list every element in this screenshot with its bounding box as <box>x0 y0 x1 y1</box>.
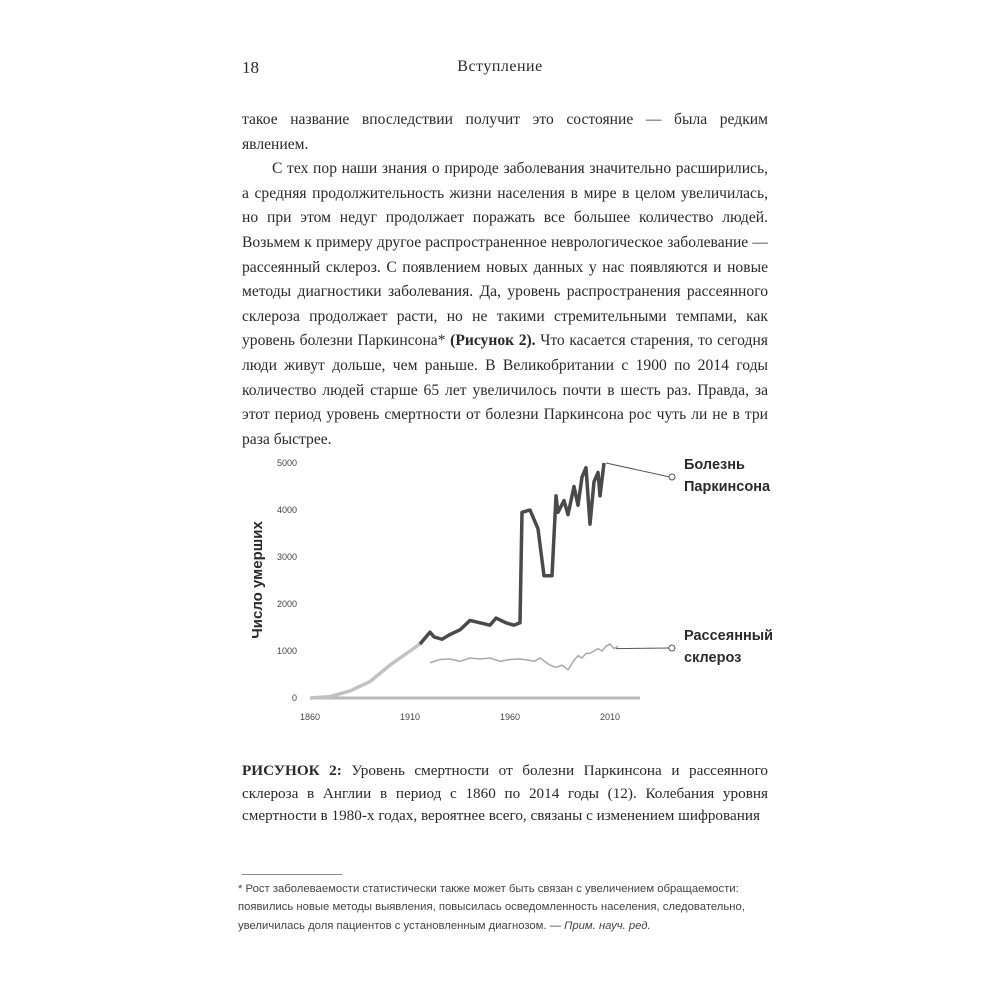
caption-text: Уровень смертности от болезни Паркинсона и рассеянного склероза в Англии в период с 1860 по 2014 годы (12). Колебания уровня смертности в 1980-х годах, вероятнее всего, связаны с изменением шифрования <box>242 762 769 824</box>
footnote-editor-note: Прим. науч. ред. <box>564 919 651 932</box>
parkinson-legend-label: Болезнь <box>684 457 745 473</box>
parkinson-legend-label: Паркинсона <box>684 479 771 495</box>
multiple-sclerosis-line <box>430 644 618 670</box>
parkinson-early-line <box>310 632 430 698</box>
caption-label: РИСУНОК 2: <box>242 762 342 779</box>
figure-reference: (Рисунок 2). <box>450 332 536 350</box>
x-tick-label: 1960 <box>499 712 521 722</box>
footnote <box>238 880 768 935</box>
x-tick-label: 1860 <box>299 712 321 722</box>
page-number: 18 <box>242 58 259 77</box>
parkinson-leader-dot <box>669 474 675 480</box>
chart-ticks <box>277 458 620 722</box>
paragraph-1: такое название впоследствии получит это состояние — была редким явлением. <box>242 111 768 153</box>
paragraph-2-start: С тех пор наши знания о природе заболевания значительно расширились, а средняя продолжительность жизни населения в мире в целом увеличилась, но при этом недуг продолжает поражать все большее количество людей. Возьмем к примеру другое распространенное неврологическое заболевание — рассеянный склероз. С появлением новых данных у нас появляются и новые методы диагностики заболевания. Да, уровень распространения рассеянного склероза продолжает расти, но не такими стремительными темпами, как уровень болезни Паркинсона* <box>242 160 768 350</box>
parkinson-line <box>420 463 604 644</box>
footnote-text: * Рост заболеваемости статистически также может быть связан с увеличением обращаемости: появились новые методы выявления, повысилась осведомленность населения, следовательно, увеличилась доля пациентов с установленным диагнозом. — <box>238 883 745 932</box>
y-tick-label: 4000 <box>276 505 297 515</box>
multiple-sclerosis-legend-label: склероз <box>684 650 742 666</box>
y-tick-label: 0 <box>291 693 297 703</box>
y-axis-label: Число умерших <box>249 521 266 639</box>
mortality-chart <box>0 440 1000 740</box>
multiple-sclerosis-legend-label: Рассеянный <box>684 628 774 644</box>
multiple-sclerosis-leader-dot <box>669 645 675 651</box>
paragraph-2 <box>242 157 768 452</box>
x-tick-label: 2010 <box>599 712 621 722</box>
body-text <box>242 108 768 452</box>
paragraph-2-end: Что касается старения, то сегодня люди живут дольше, чем раньше. В Великобритании с 1900 по 2014 годы количество людей старше 65 лет увеличилось почти в шесть раз. Правда, за этот период уровень смертности от болезни Паркинсона рос чуть ли не в три раза быстрее. <box>242 332 768 448</box>
y-tick-label: 2000 <box>276 599 297 609</box>
y-tick-label: 5000 <box>276 458 297 468</box>
footnote-divider <box>242 874 342 875</box>
chart-series <box>310 463 618 698</box>
y-tick-label: 3000 <box>276 552 297 562</box>
chart-labels <box>249 457 773 666</box>
figure-caption <box>242 760 768 828</box>
y-tick-label: 1000 <box>276 646 297 656</box>
x-tick-label: 1910 <box>399 712 421 722</box>
multiple-sclerosis-leader-line <box>616 648 670 649</box>
parkinson-leader-line <box>606 463 670 477</box>
running-title: Вступление <box>457 58 543 75</box>
